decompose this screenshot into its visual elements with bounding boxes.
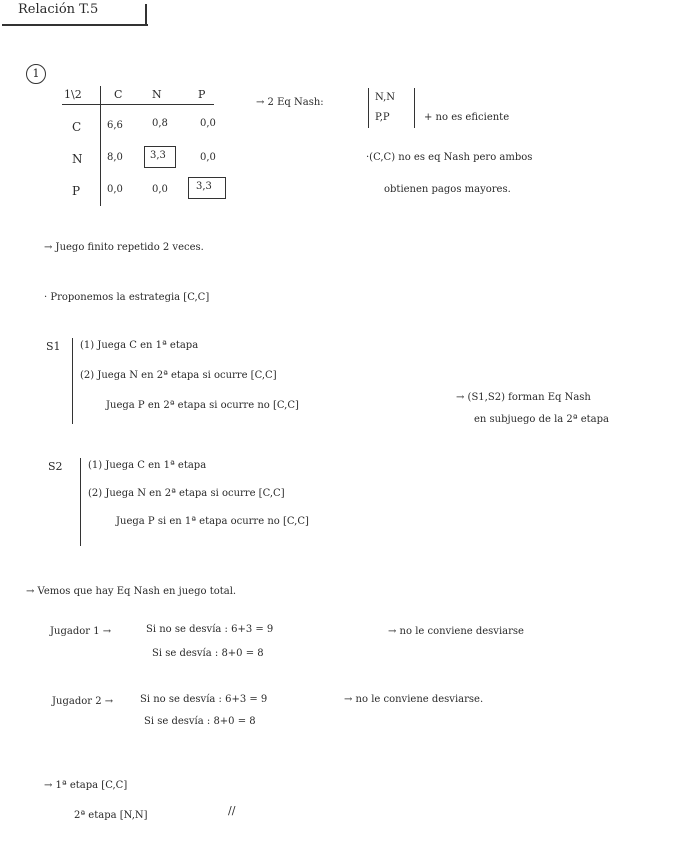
matrix-cell: 8,0 — [107, 152, 123, 163]
title-underline — [2, 24, 148, 26]
cc-note: obtienen pagos mayores. — [384, 184, 511, 195]
exercise-number: 1 — [26, 64, 46, 84]
matrix-col-header: P — [198, 88, 206, 101]
matrix-row-label: C — [72, 120, 82, 134]
player1-line: Si no se desvía : 6+3 = 9 — [146, 624, 274, 635]
player2-line: Si no se desvía : 6+3 = 9 — [140, 694, 268, 705]
s2-bracket — [80, 458, 81, 546]
nash-bracket-left — [368, 88, 369, 128]
player1-note: → no le conviene desviarse — [388, 626, 524, 637]
s-note: en subjuego de la 2ª etapa — [474, 414, 609, 425]
player1-label: Jugador 1 → — [50, 626, 112, 637]
player2-label: Jugador 2 → — [52, 696, 114, 707]
matrix-row-rule — [100, 86, 101, 206]
s2-line: (2) Juega N en 2ª etapa si ocurre [C,C] — [88, 488, 285, 499]
matrix-col-header: N — [152, 88, 162, 101]
strategy-line: · Proponemos la estrategia [C,C] — [44, 292, 210, 303]
matrix-cell: 0,0 — [152, 184, 168, 195]
player1-line: Si se desvía : 8+0 = 8 — [152, 648, 264, 659]
matrix-cell: 0,8 — [152, 118, 168, 129]
nash-note: + no es eficiente — [424, 112, 510, 123]
matrix-row-label: P — [72, 184, 81, 198]
matrix-cell: 0,0 — [200, 118, 216, 129]
s2-line: Juega P si en 1ª etapa ocurre no [C,C] — [116, 516, 309, 527]
s2-label: S2 — [48, 460, 63, 473]
s1-label: S1 — [46, 340, 61, 353]
s1-line: Juega P en 2ª etapa si ocurre no [C,C] — [106, 400, 299, 411]
s1-line: (2) Juega N en 2ª etapa si ocurre [C,C] — [80, 370, 277, 381]
nash-eq: N,N — [375, 92, 396, 103]
matrix-cell: 6,6 — [107, 120, 123, 131]
cc-note: ·(C,C) no es eq Nash pero ambos — [366, 152, 533, 163]
matrix-row-label: N — [72, 152, 83, 166]
matrix-cell: 3,3 — [196, 181, 212, 192]
player2-line: Si se desvía : 8+0 = 8 — [144, 716, 256, 727]
matrix-cell: 0,0 — [200, 152, 216, 163]
s-note: → (S1,S2) forman Eq Nash — [456, 392, 591, 403]
matrix-cell: 3,3 — [150, 150, 166, 161]
nash-bracket-right — [414, 88, 415, 128]
s1-bracket — [72, 338, 73, 424]
stage1-line: → 1ª etapa [C,C] — [44, 780, 128, 791]
matrix-corner: 1\2 — [64, 88, 82, 101]
total-game-line: → Vemos que hay Eq Nash en juego total. — [26, 586, 237, 597]
player2-note: → no le conviene desviarse. — [344, 694, 484, 705]
nash-eq: P,P — [375, 112, 390, 123]
matrix-col-header: C — [114, 88, 123, 101]
stage2-line: 2ª etapa [N,N] — [74, 810, 148, 821]
end-mark: // — [228, 804, 236, 817]
matrix-header-rule — [62, 104, 214, 105]
nash-lead: → 2 Eq Nash: — [256, 97, 324, 108]
title-bracket — [145, 4, 147, 26]
page-title: Relación T.5 — [18, 2, 99, 17]
s1-line: (1) Juega C en 1ª etapa — [80, 340, 199, 351]
s2-line: (1) Juega C en 1ª etapa — [88, 460, 207, 471]
matrix-cell: 0,0 — [107, 184, 123, 195]
repeated-game-line: → Juego finito repetido 2 veces. — [44, 242, 204, 253]
